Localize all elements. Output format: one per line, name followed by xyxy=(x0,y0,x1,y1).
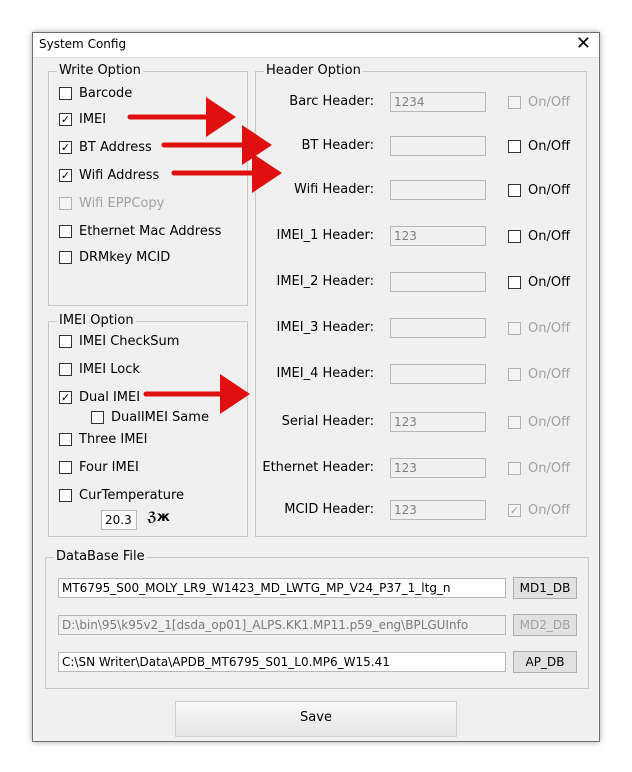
onoff-label: On/Off xyxy=(528,183,571,198)
md2-db-button[interactable]: MD2_DB xyxy=(513,614,577,636)
header-row-input[interactable] xyxy=(390,136,486,156)
system-config-window xyxy=(32,32,600,742)
bt-address-checkbox[interactable] xyxy=(59,140,152,155)
checkbox-box xyxy=(59,363,72,376)
header-row-input[interactable] xyxy=(390,318,486,338)
header-row-label: Ethernet Header: xyxy=(262,460,374,475)
checkbox-label: Barcode xyxy=(79,86,133,101)
header-row-label: IMEI_3 Header: xyxy=(276,320,374,335)
ethernet-mac-checkbox[interactable] xyxy=(59,224,221,239)
imei-checkbox[interactable] xyxy=(59,112,106,127)
imei-lock-checkbox[interactable] xyxy=(59,362,140,377)
onoff-label: On/Off xyxy=(528,321,571,336)
checkmark-icon: ✓ xyxy=(60,113,71,126)
header-row-label: IMEI_2 Header: xyxy=(276,274,374,289)
checkbox-box xyxy=(508,276,521,289)
checkbox-box xyxy=(59,197,72,210)
header-row-input[interactable]: 123 xyxy=(390,226,486,246)
header-row-label: MCID Header: xyxy=(284,502,374,517)
onoff-label: On/Off xyxy=(528,229,571,244)
checkbox-box xyxy=(59,87,72,100)
title-bar xyxy=(33,33,599,58)
onoff-label: On/Off xyxy=(528,275,571,290)
checkbox-box xyxy=(59,251,72,264)
checkmark-icon: ✓ xyxy=(60,141,71,154)
header-row-label: IMEI_4 Header: xyxy=(276,366,374,381)
three-imei-checkbox[interactable] xyxy=(59,432,147,447)
checkbox-label: Wifi Address xyxy=(79,168,160,183)
onoff-label: On/Off xyxy=(528,503,571,518)
header-onoff-checkbox[interactable] xyxy=(508,503,570,518)
write-option-legend: Write Option xyxy=(59,63,141,78)
checkbox-label: Four IMEI xyxy=(79,460,139,475)
database-file-legend: DataBase File xyxy=(56,549,145,564)
md1-db-button[interactable]: MD1_DB xyxy=(513,577,577,599)
temperature-input[interactable]: 20.3 xyxy=(101,510,137,530)
database-file-group xyxy=(45,549,589,689)
checkbox-label: IMEI Lock xyxy=(79,362,140,377)
checkbox-box xyxy=(91,411,104,424)
checkbox-box xyxy=(59,225,72,238)
onoff-label: On/Off xyxy=(528,95,571,110)
imei-option-group xyxy=(48,313,248,537)
header-onoff-checkbox[interactable] xyxy=(508,275,570,290)
header-onoff-checkbox[interactable] xyxy=(508,367,570,382)
header-option-legend: Header Option xyxy=(266,63,361,78)
checkbox-box xyxy=(508,230,521,243)
header-option-group xyxy=(255,63,587,537)
md2-db-path-input[interactable]: D:\bin\95\k95v2_1[dsda_op01]_ALPS.KK1.MP11.p59_eng\BPLGUInfo xyxy=(58,615,506,635)
imei-option-legend: IMEI Option xyxy=(59,313,134,328)
checkbox-box xyxy=(59,461,72,474)
header-onoff-checkbox[interactable] xyxy=(508,461,570,476)
ap-db-button[interactable]: AP_DB xyxy=(513,651,577,673)
checkbox-box xyxy=(508,462,521,475)
checkbox-label: Ethernet Mac Address xyxy=(79,224,222,239)
save-button[interactable]: Save xyxy=(175,701,457,737)
onoff-label: On/Off xyxy=(528,139,571,154)
checkmark-icon: ✓ xyxy=(509,504,520,517)
checkbox-label: DRMkey MCID xyxy=(79,250,171,265)
checkbox-box xyxy=(508,140,521,153)
onoff-label: On/Off xyxy=(528,367,571,382)
header-onoff-checkbox[interactable] xyxy=(508,139,570,154)
header-row-label: Barc Header: xyxy=(289,94,374,109)
temperature-unit: ℨж xyxy=(147,510,170,525)
checkbox-box xyxy=(59,433,72,446)
header-row-input[interactable]: 123 xyxy=(390,412,486,432)
four-imei-checkbox[interactable] xyxy=(59,460,139,475)
checkbox-box xyxy=(508,368,521,381)
curtemperature-checkbox[interactable] xyxy=(59,488,184,503)
wifi-eppcopy-checkbox[interactable] xyxy=(59,196,164,211)
checkbox-label: CurTemperature xyxy=(79,488,185,503)
onoff-label: On/Off xyxy=(528,415,571,430)
header-row-input[interactable]: 1234 xyxy=(390,92,486,112)
checkbox-box xyxy=(508,184,521,197)
checkbox-box xyxy=(508,96,521,109)
drmkey-mcid-checkbox[interactable] xyxy=(59,250,170,265)
header-row-input[interactable]: 123 xyxy=(390,500,486,520)
wifi-address-checkbox[interactable] xyxy=(59,168,159,183)
checkbox-box xyxy=(508,322,521,335)
header-onoff-checkbox[interactable] xyxy=(508,183,570,198)
header-row-label: Wifi Header: xyxy=(294,182,374,197)
ap-db-path-input[interactable]: C:\SN Writer\Data\APDB_MT6795_S01_L0.MP6_W15.41 xyxy=(58,652,506,672)
checkbox-label: IMEI CheckSum xyxy=(79,334,180,349)
window-title: System Config xyxy=(39,37,127,51)
header-row-input[interactable] xyxy=(390,180,486,200)
header-row-input[interactable]: 123 xyxy=(390,458,486,478)
checkmark-icon: ✓ xyxy=(60,391,71,404)
checkbox-label: Wifi EPPCopy xyxy=(79,196,165,211)
header-row-input[interactable] xyxy=(390,272,486,292)
header-onoff-checkbox[interactable] xyxy=(508,95,570,110)
checkbox-label: DualIMEI Same xyxy=(111,410,209,425)
checkbox-box xyxy=(59,335,72,348)
checkbox-label: Three IMEI xyxy=(79,432,148,447)
header-onoff-checkbox[interactable] xyxy=(508,229,570,244)
dualimei-same-checkbox[interactable] xyxy=(91,410,209,425)
checkmark-icon: ✓ xyxy=(60,169,71,182)
checkbox-label: IMEI xyxy=(79,112,107,127)
checkbox-box xyxy=(59,489,72,502)
checkbox-label: Dual IMEI xyxy=(79,390,141,405)
onoff-label: On/Off xyxy=(528,461,571,476)
header-row-label: Serial Header: xyxy=(281,414,374,429)
header-row-input[interactable] xyxy=(390,364,486,384)
barcode-checkbox[interactable] xyxy=(59,86,132,101)
md1-db-path-input[interactable]: MT6795_S00_MOLY_LR9_W1423_MD_LWTG_MP_V24_P37_1_ltg_n xyxy=(58,578,506,598)
header-onoff-checkbox[interactable] xyxy=(508,321,570,336)
close-icon[interactable]: ✕ xyxy=(575,33,591,54)
write-option-group xyxy=(48,63,248,306)
header-row-label: BT Header: xyxy=(301,138,374,153)
header-onoff-checkbox[interactable] xyxy=(508,415,570,430)
checkbox-box xyxy=(508,416,521,429)
dual-imei-checkbox[interactable] xyxy=(59,390,140,405)
imei-checksum-checkbox[interactable] xyxy=(59,334,179,349)
checkbox-label: BT Address xyxy=(79,140,152,155)
header-row-label: IMEI_1 Header: xyxy=(276,228,374,243)
